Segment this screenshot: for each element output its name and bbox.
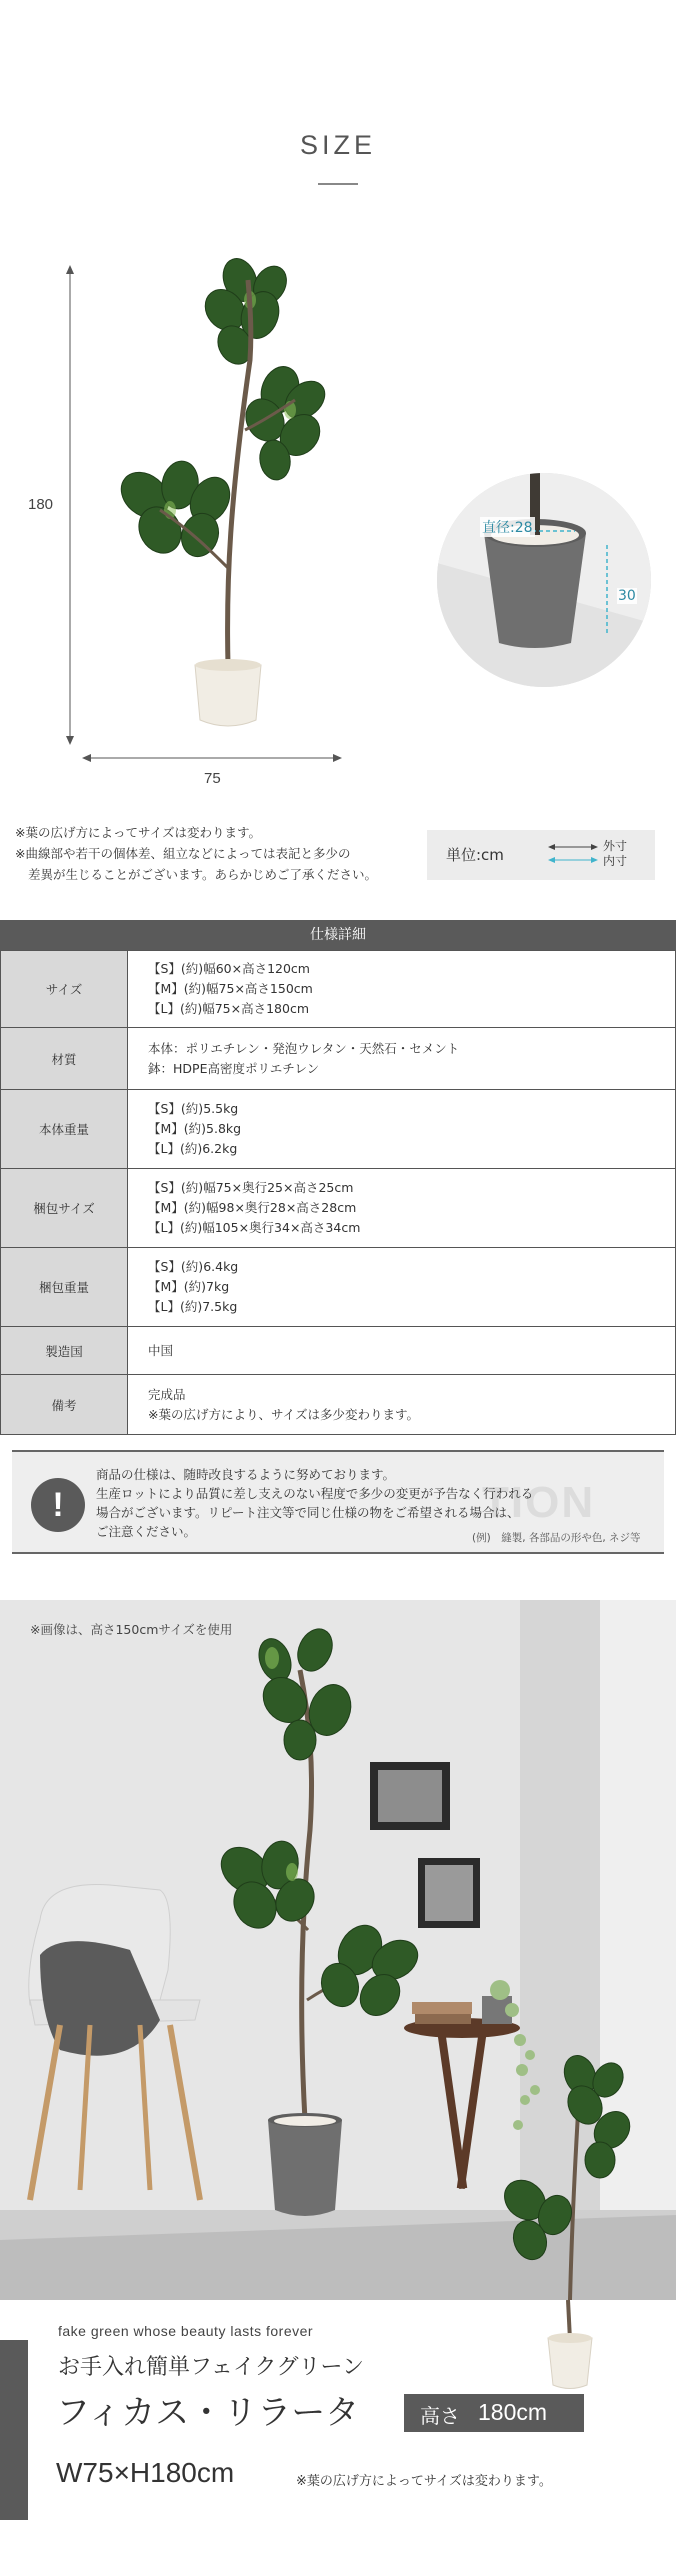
product-tagline: fake green whose beauty lasts forever <box>58 2323 314 2339</box>
spec-line: 完成品 <box>148 1386 186 1402</box>
product-dimensions: W75×H180cm <box>56 2457 235 2488</box>
spec-value <box>128 1375 676 1435</box>
size-note-1: ※葉の広げ方によってサイズは変わります。 <box>15 825 261 840</box>
spec-line: 本体：ポリエチレン・発泡ウレタン・天然石・セメント <box>148 1040 460 1056</box>
exclamation-icon: ! <box>31 1478 85 1532</box>
spec-label: 備考 <box>1 1375 128 1435</box>
unit-label: 単位:cm <box>446 846 504 864</box>
spec-value <box>128 1327 676 1375</box>
caution-line-3: 場合がございます。リピート注文等で同じ仕様の物をご希望される場合は、 <box>96 1505 520 1520</box>
spec-line: 【M】(約)5.8kg <box>148 1121 242 1136</box>
outer-dimension-label: 外寸 <box>603 839 628 853</box>
spec-label: 本体重量 <box>1 1090 128 1169</box>
spec-value <box>128 1090 676 1169</box>
spec-row-remarks <box>1 1375 676 1435</box>
spec-label: 梱包重量 <box>1 1248 128 1327</box>
height-badge-label: 高さ <box>420 2404 460 2428</box>
spec-label: 材質 <box>1 1028 128 1090</box>
spec-line: 【L】(約)6.2kg <box>148 1141 238 1156</box>
spec-line: 【S】(約)幅75×奥行25×高さ25cm <box>148 1180 354 1195</box>
spec-line: 【M】(約)幅75×高さ150cm <box>148 981 313 996</box>
spec-label: 製造国 <box>1 1327 128 1375</box>
size-section-title: SIZE <box>299 130 376 160</box>
spec-line: 【L】(約)7.5kg <box>148 1299 238 1314</box>
spec-line: 【S】(約)5.5kg <box>148 1101 239 1116</box>
spec-label: サイズ <box>1 951 128 1028</box>
spec-value <box>128 1169 676 1248</box>
caution-line-2: 生産ロットにより品質に差し支えのない程度で多少の変更が予告なく行われる <box>96 1486 534 1501</box>
spec-value <box>128 1248 676 1327</box>
size-note-2: ※曲線部や若干の個体差、組立などによっては表記と多少の <box>15 846 351 861</box>
spec-value <box>128 951 676 1028</box>
spec-row-origin <box>1 1327 676 1375</box>
spec-line: 【S】(約)幅60×高さ120cm <box>148 961 310 976</box>
spec-table-header: 仕様詳細 <box>0 920 676 950</box>
spec-line: 鉢：HDPE高密度ポリエチレン <box>148 1060 320 1076</box>
unit-legend-arrows <box>548 838 598 868</box>
spec-line: 【M】(約)幅98×奥行28×高さ28cm <box>148 1200 357 1215</box>
product-subtitle: お手入れ簡単フェイクグリーン <box>58 2355 365 2380</box>
spec-line: 【S】(約)6.4kg <box>148 1259 239 1274</box>
inner-dimension-label: 内寸 <box>603 854 628 868</box>
caution-line-1: 商品の仕様は、随時改良するように努めております。 <box>96 1467 396 1482</box>
title-underline <box>318 183 358 185</box>
height-badge-value: 180cm <box>478 2399 548 2425</box>
pot-diameter-label: 直径:28 <box>480 517 535 537</box>
spec-row-weight <box>1 1090 676 1169</box>
spec-table <box>0 950 676 1435</box>
room-photo <box>0 1600 676 2300</box>
fiddle-leaf-fig-illustration <box>100 250 350 760</box>
product-name: フィカス・リラータ <box>56 2393 360 2433</box>
small-plant-pot <box>540 2300 610 2390</box>
spec-row-size <box>1 951 676 1028</box>
spec-row-material <box>1 1028 676 1090</box>
spec-line: 【L】(約)幅105×奥行34×高さ34cm <box>148 1220 361 1235</box>
spec-line: ※葉の広げ方により、サイズは多少変わります。 <box>148 1406 419 1422</box>
spec-row-package-weight <box>1 1248 676 1327</box>
photo-size-note: ※画像は、高さ150cmサイズを使用 <box>30 1622 233 1637</box>
spec-value <box>128 1028 676 1090</box>
size-note-3: 差異が生じることがございます。あらかじめご了承ください。 <box>28 867 378 882</box>
spec-label: 梱包サイズ <box>1 1169 128 1248</box>
product-size-note: ※葉の広げ方によってサイズは変わります。 <box>296 2474 552 2489</box>
caution-background-word: TION <box>482 1478 596 1527</box>
pot-detail-illustration <box>437 473 651 687</box>
pot-height-label: 30 <box>618 588 636 604</box>
spec-line: 【M】(約)7kg <box>148 1279 230 1294</box>
caution-example: (例) 縫製, 各部品の形や色, ネジ等 <box>472 1532 641 1544</box>
caution-box <box>12 1450 664 1554</box>
width-label: 75 <box>204 770 221 787</box>
accent-bar <box>0 2340 28 2520</box>
spec-line: 【L】(約)幅75×高さ180cm <box>148 1001 310 1016</box>
room-scene-illustration <box>0 1600 676 2300</box>
spec-row-package-size <box>1 1169 676 1248</box>
caution-line-4: ご注意ください。 <box>96 1524 197 1539</box>
height-label: 180 <box>28 496 54 513</box>
spec-line: 中国 <box>148 1342 174 1358</box>
height-dimension-arrow <box>55 265 85 745</box>
